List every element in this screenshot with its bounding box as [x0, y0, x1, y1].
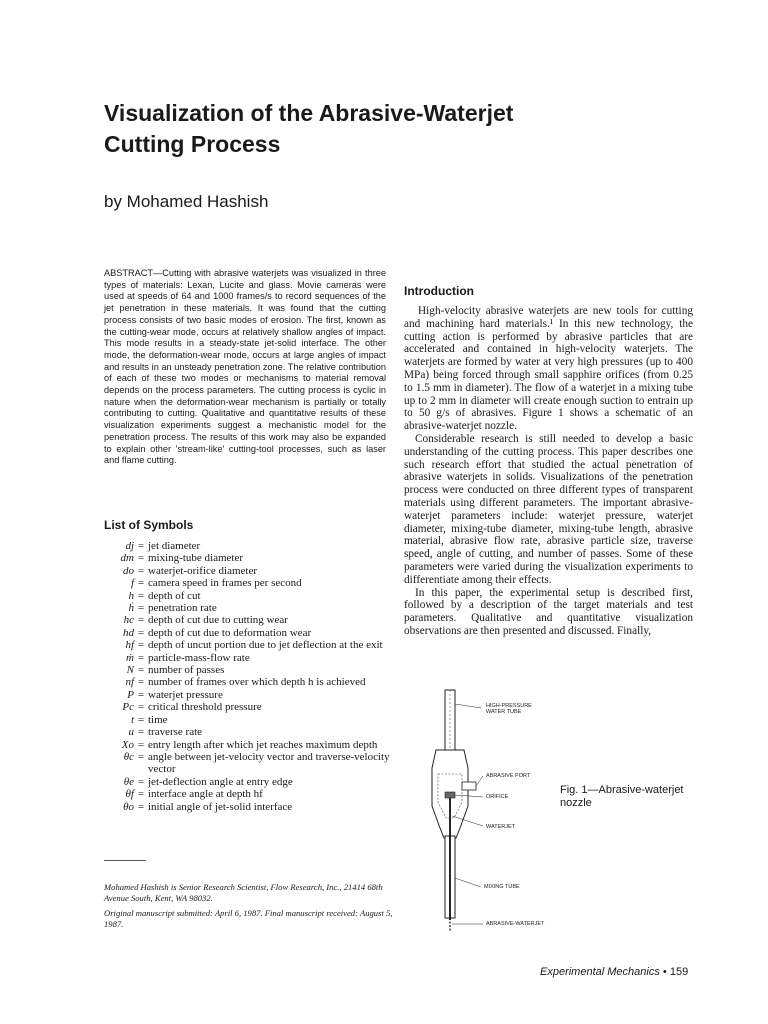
- symbol-entry: [104, 590, 404, 602]
- author-footnote: Mohamed Hashish is Senior Research Scientist, Flow Research, Inc., 21414 68th Avenue South, Kent, WA 98032.: [104, 882, 383, 903]
- symbol-definition: waterjet pressure: [148, 688, 223, 701]
- caption-line-1: Fig. 1—Abrasive-waterjet: [560, 784, 684, 796]
- symbol-entry: [104, 664, 404, 676]
- nozzle-figure: [428, 688, 558, 933]
- symbol-entry: [104, 627, 404, 639]
- page-number: 159: [669, 966, 689, 978]
- intro-paragraph: Considerable research is still needed to develop a basic understanding of the cutting process. This paper describes one such research effort that studied the actual penetration of abrasive waterjets in solids. Visualizations of the penetration process were conducted on three different types of transparent materials using different parameters. The important abrasive-waterjet parameters include: waterjet pressure, waterjet diameter, mixing-tube diameter, mixing-tube length, abrasive material, abrasive flow rate, abrasive particle size, traverse speed, angle of cutting, and number of passes. Some of these parameters were varied during the visualization experiments to differentiate among their effects.: [404, 432, 693, 586]
- symbol-entry: [104, 565, 404, 577]
- symbol-name: Xo: [121, 738, 134, 751]
- figure-caption: [560, 784, 700, 810]
- symbol-name: ṁ: [126, 651, 134, 664]
- paper-title: [104, 98, 664, 160]
- symbol-equals: =: [137, 540, 145, 552]
- footer-separator: •: [662, 966, 667, 978]
- symbol-name: h: [128, 589, 134, 602]
- symbol-definition: depth of uncut portion due to jet deflection at the exit: [148, 639, 383, 652]
- symbol-equals: =: [137, 589, 145, 602]
- symbol-name: N: [126, 664, 134, 677]
- symbol-definition: waterjet-orifice diameter: [148, 564, 258, 577]
- symbol-name: hd: [123, 626, 134, 639]
- symbol-name: Pc: [122, 701, 134, 714]
- label-high-pressure-1: HIGH-PRESSURE: [486, 703, 532, 709]
- symbol-equals: =: [137, 738, 145, 751]
- symbol-definition: critical threshold pressure: [148, 701, 262, 714]
- symbol-name: θf: [125, 788, 134, 801]
- symbol-equals: =: [137, 713, 145, 726]
- symbol-definition: particle-mass-flow rate: [148, 651, 250, 664]
- label-orifice: ORIFICE: [486, 794, 509, 800]
- symbol-entry: [104, 788, 404, 800]
- symbol-equals: =: [137, 775, 145, 788]
- symbol-name: u: [128, 726, 134, 739]
- symbol-entry: [104, 701, 404, 713]
- title-line-1: Visualization of the Abrasive-Waterjet: [104, 100, 514, 126]
- symbol-equals: =: [137, 750, 145, 763]
- symbols-heading: List of Symbols: [104, 518, 194, 532]
- symbol-definition: mixing-tube diameter: [148, 552, 243, 565]
- symbol-equals: =: [137, 788, 145, 801]
- symbol-name: nf: [125, 676, 134, 689]
- symbol-entry: [104, 689, 404, 701]
- symbol-equals: =: [137, 552, 145, 565]
- symbol-entry: [104, 801, 404, 813]
- symbol-equals: =: [137, 651, 145, 664]
- symbol-definition: initial angle of jet-solid interface: [148, 800, 293, 813]
- journal-name: Experimental Mechanics: [540, 966, 660, 978]
- symbol-name: dm: [120, 552, 134, 565]
- symbol-equals: =: [137, 701, 145, 714]
- label-mixing-tube: MIXING TUBE: [484, 884, 520, 890]
- symbol-entry: [104, 552, 404, 564]
- intro-paragraph: High-velocity abrasive waterjets are new tools for cutting and machining hard materials.¹ In this new technology, the cutting action is performed by abrasive particles that are accelerated and contained in high-velocity waterjets. The waterjets are formed by water at very high pressures (up to 400 MPa) being forced through small sapphire orifices (from 0.25 to 1.5 mm in diameter). The flow of a waterjet in a mixing tube up to 2 mm in diameter will create enough suction to entrain up to 50 g/s of abrasives. Figure 1 shows a schematic of an abrasive-waterjet nozzle.: [404, 305, 693, 433]
- symbol-definition: number of frames over which depth h is achieved: [148, 676, 366, 689]
- symbol-entry: [104, 614, 404, 626]
- dates-footnote: Original manuscript submitted: April 6, 1987. Final manuscript received: August 5, 1987.: [104, 908, 393, 929]
- symbol-definition: jet-deflection angle at entry edge: [148, 775, 293, 788]
- symbol-definition: penetration rate: [148, 602, 217, 615]
- symbol-definition: jet diameter: [148, 540, 201, 552]
- symbol-entry: [104, 739, 404, 751]
- symbol-equals: =: [137, 602, 145, 615]
- symbol-name: dj: [125, 540, 134, 552]
- symbol-entry: [104, 776, 404, 788]
- symbol-entry: [104, 652, 404, 664]
- symbol-equals: =: [137, 639, 145, 652]
- symbols-list: [104, 540, 404, 813]
- intro-paragraph: In this paper, the experimental setup is described first, followed by a description of the target materials and test parameters. Qualitative and quantitative visualization observations are then presented and discussed. Finally,: [404, 586, 693, 637]
- caption-line-2: nozzle: [560, 797, 592, 809]
- symbol-name: ḣ: [128, 602, 134, 615]
- symbol-name: θo: [123, 800, 134, 813]
- introduction-body: [404, 305, 693, 638]
- symbol-entry: [104, 639, 404, 651]
- symbol-entry: [104, 726, 404, 738]
- symbol-definition: entry length after which jet reaches maximum depth: [148, 738, 378, 751]
- abrasive-port: [462, 782, 476, 790]
- symbol-equals: =: [137, 577, 145, 590]
- author-byline: by Mohamed Hashish: [104, 192, 269, 211]
- symbol-definition: depth of cut due to cutting wear: [148, 614, 288, 627]
- abstract: ABSTRACT—Cutting with abrasive waterjets was visualized in three types of materials: Lexan, Lucite and glass. Movie cameras were used at speeds of 64 and 1000 frames/s to record sequences of the jet penetration in these materials. It was found that the cutting process consists of two basic modes of erosion. The first, known as the cutting-wear mode, occurs at relatively shallow angles of impact. This mode results in a steady-state jet-solid interface. The other mode, the deformation-wear mode, occurs at large angles of impact and results in an unsteady penetration zone. The relative contribution of each of these two modes or mechanisms to material removal depends on the process parameters. The cutting process is cyclic in nature when the deformation-wear mechanism is partially or totally contributing to cutting. Qualitative and quantitative results of these visualization experiments suggest a mechanistic model for the penetration process. The results of this work may also be expanded to explain other 'stream-like' cutting-tool processes, such as laser and flame cutting.: [104, 268, 386, 466]
- footnote-divider: [104, 860, 146, 861]
- symbol-name: f: [130, 577, 134, 590]
- label-abrasive-waterjet: ABRASIVE-WATERJET: [486, 921, 545, 927]
- page-footer: [540, 966, 688, 978]
- label-abrasive-port: ABRASIVE PORT: [486, 773, 531, 779]
- symbol-equals: =: [137, 664, 145, 677]
- symbol-equals: =: [137, 626, 145, 639]
- symbol-name: θe: [123, 775, 134, 788]
- symbol-name: t: [130, 713, 134, 726]
- orifice: [445, 792, 455, 798]
- symbol-definition: traverse rate: [148, 726, 203, 739]
- symbol-entry: [104, 602, 404, 614]
- symbol-entry: [104, 540, 404, 552]
- symbol-equals: =: [137, 800, 145, 813]
- symbol-definition: interface angle at depth hf: [148, 788, 263, 801]
- symbol-name: do: [123, 564, 134, 577]
- symbol-entry: [104, 676, 404, 688]
- symbol-definition: angle between jet-velocity vector and traverse-velocity vector: [148, 750, 390, 776]
- symbol-equals: =: [137, 726, 145, 739]
- label-high-pressure-2: WATER TUBE: [486, 709, 522, 715]
- title-line-2: Cutting Process: [104, 131, 281, 157]
- symbol-name: hc: [123, 614, 134, 627]
- symbol-definition: camera speed in frames per second: [148, 577, 302, 590]
- symbol-entry: [104, 714, 404, 726]
- symbol-entry: [104, 751, 404, 776]
- symbol-equals: =: [137, 564, 145, 577]
- symbol-definition: depth of cut due to deformation wear: [148, 626, 312, 639]
- symbol-equals: =: [137, 688, 145, 701]
- label-waterjet: WATERJET: [486, 824, 516, 830]
- symbol-equals: =: [137, 676, 145, 689]
- symbol-name: P: [127, 688, 134, 701]
- symbol-name: hf: [125, 639, 134, 652]
- symbol-definition: number of passes: [148, 664, 225, 677]
- symbol-name: θc: [123, 750, 134, 763]
- symbol-equals: =: [137, 614, 145, 627]
- introduction-heading: Introduction: [404, 284, 474, 298]
- symbol-definition: time: [148, 713, 168, 726]
- symbol-definition: depth of cut: [148, 589, 201, 602]
- symbol-entry: [104, 577, 404, 589]
